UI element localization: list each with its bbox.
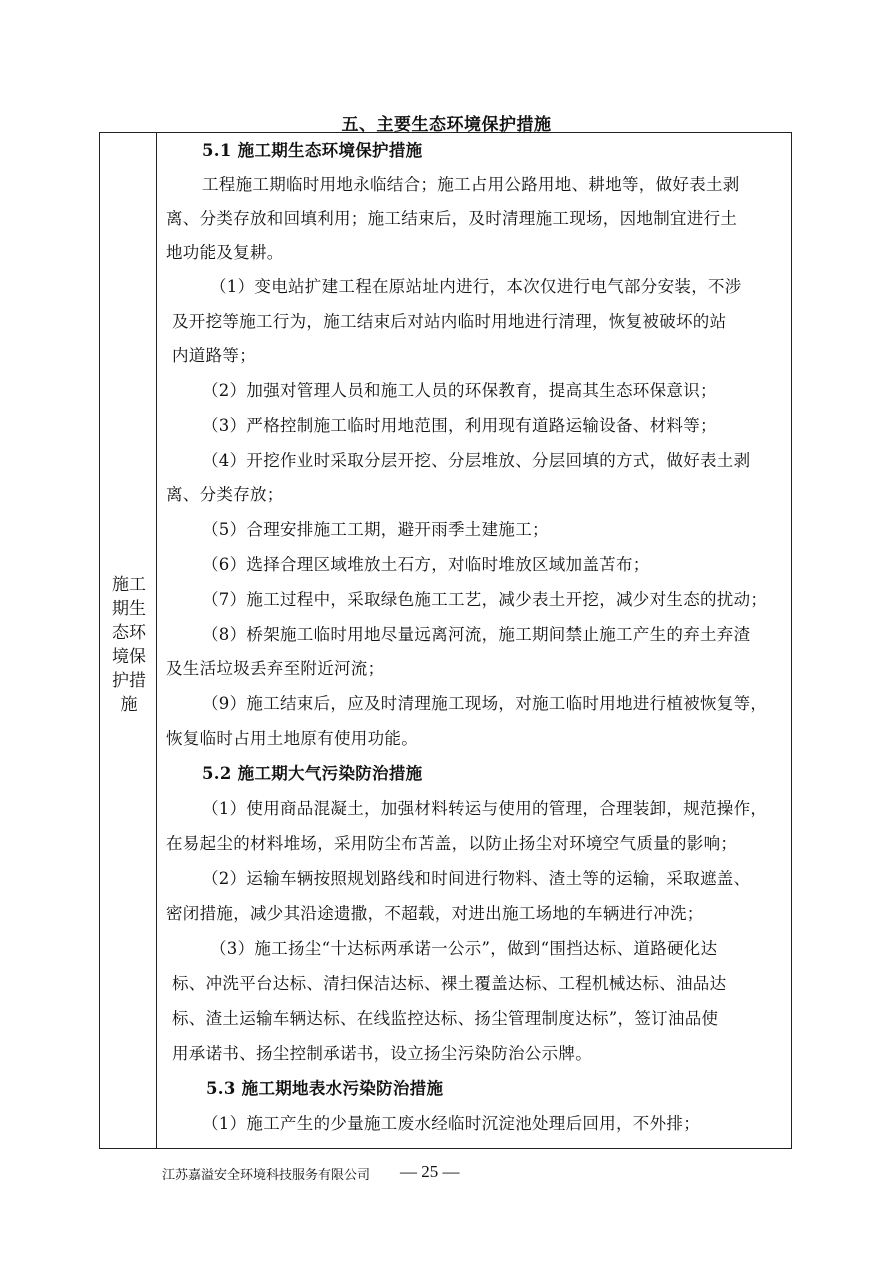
paragraph-line: （3）施工扬尘“十达标两承诺一公示”，做到“围挡达标、道路硬化达 bbox=[210, 939, 718, 958]
paragraph-line: （1）使用商品混凝土，加强材料转运与使用的管理，合理装卸，规范操作， bbox=[202, 799, 768, 818]
paragraph-line: （3）严格控制施工临时用地范围，利用现有道路运输设备、材料等； bbox=[202, 416, 717, 435]
paragraph-line: 恢复临时占用土地原有使用功能。 bbox=[166, 729, 418, 748]
paragraph-line: 用承诺书、扬尘控制承诺书，设立扬尘污染防治公示牌。 bbox=[172, 1044, 592, 1063]
paragraph-line: （4）开挖作业时采取分层开挖、分层堆放、分层回填的方式，做好表土剥 bbox=[202, 451, 751, 470]
paragraph-line: 内道路等； bbox=[172, 346, 256, 365]
paragraph-line: （8）桥架施工临时用地尽量远离河流，施工期间禁止施工产生的弃土弃渣 bbox=[202, 625, 751, 644]
row-header-label: 施工期生态环境保护措施 bbox=[112, 575, 146, 715]
paragraph-line: （1）变电站扩建工程在原站址内进行，本次仅进行电气部分安装，不涉 bbox=[210, 277, 742, 296]
paragraph-line: 标、渣土运输车辆达标、在线监控达标、扬尘管理制度达标”，签订油品使 bbox=[172, 1009, 719, 1028]
row-header-cell bbox=[100, 133, 157, 1148]
paragraph-line: 地功能及复耕。 bbox=[166, 243, 284, 262]
paragraph-line: 在易起尘的材料堆场，采用防尘布苫盖，以防止扬尘对环境空气质量的影响； bbox=[166, 834, 738, 853]
paragraph-line: 离、分类存放和回填利用；施工结束后，及时清理施工现场，因地制宜进行土 bbox=[166, 209, 738, 228]
paragraph-line: 离、分类存放； bbox=[166, 485, 284, 504]
section-heading: 5.1 施工期生态环境保护措施 bbox=[202, 141, 423, 160]
paragraph-line: （1）施工产生的少量施工废水经临时沉淀池处理后回用，不外排； bbox=[202, 1114, 700, 1133]
content-table bbox=[99, 132, 792, 1149]
paragraph-line: （2）加强对管理人员和施工人员的环保教育，提高其生态环保意识； bbox=[202, 381, 717, 400]
paragraph-line: 标、冲洗平台达标、清扫保洁达标、裸土覆盖达标、工程机械达标、油品达 bbox=[172, 974, 727, 993]
section-heading: 5.2 施工期大气污染防治措施 bbox=[202, 764, 423, 783]
paragraph-line: 密闭措施，减少其沿途遗撒，不超载，对进出施工场地的车辆进行冲洗； bbox=[166, 904, 704, 923]
paragraph-line: （2）运输车辆按照规划路线和时间进行物料、渣土等的运输，采取遮盖、 bbox=[202, 869, 751, 888]
paragraph-line: 及生活垃圾丢弃至附近河流； bbox=[166, 659, 385, 678]
paragraph-line: （9）施工结束后，应及时清理施工现场，对施工临时用地进行植被恢复等， bbox=[202, 694, 768, 713]
paragraph-line: （5）合理安排施工工期，避开雨季土建施工； bbox=[202, 520, 549, 539]
paragraph-line: （7）施工过程中，采取绿色施工工艺，减少表土开挖，减少对生态的扰动； bbox=[202, 590, 768, 609]
paragraph-line: （6）选择合理区域堆放土石方，对临时堆放区域加盖苫布； bbox=[202, 555, 650, 574]
page-number: — 25 — bbox=[400, 1162, 460, 1181]
section-heading: 5.3 施工期地表水污染防治措施 bbox=[206, 1079, 444, 1098]
page-title: 五、主要生态环境保护措施 bbox=[341, 115, 552, 135]
footer-company: 江苏嘉溢安全环境科技服务有限公司 bbox=[162, 1168, 371, 1183]
paragraph-line: 及开挖等施工行为，施工结束后对站内临时用地进行清理，恢复被破坏的站 bbox=[172, 312, 727, 331]
paragraph-line: 工程施工期临时用地永临结合；施工占用公路用地、耕地等，做好表土剥 bbox=[202, 175, 740, 194]
